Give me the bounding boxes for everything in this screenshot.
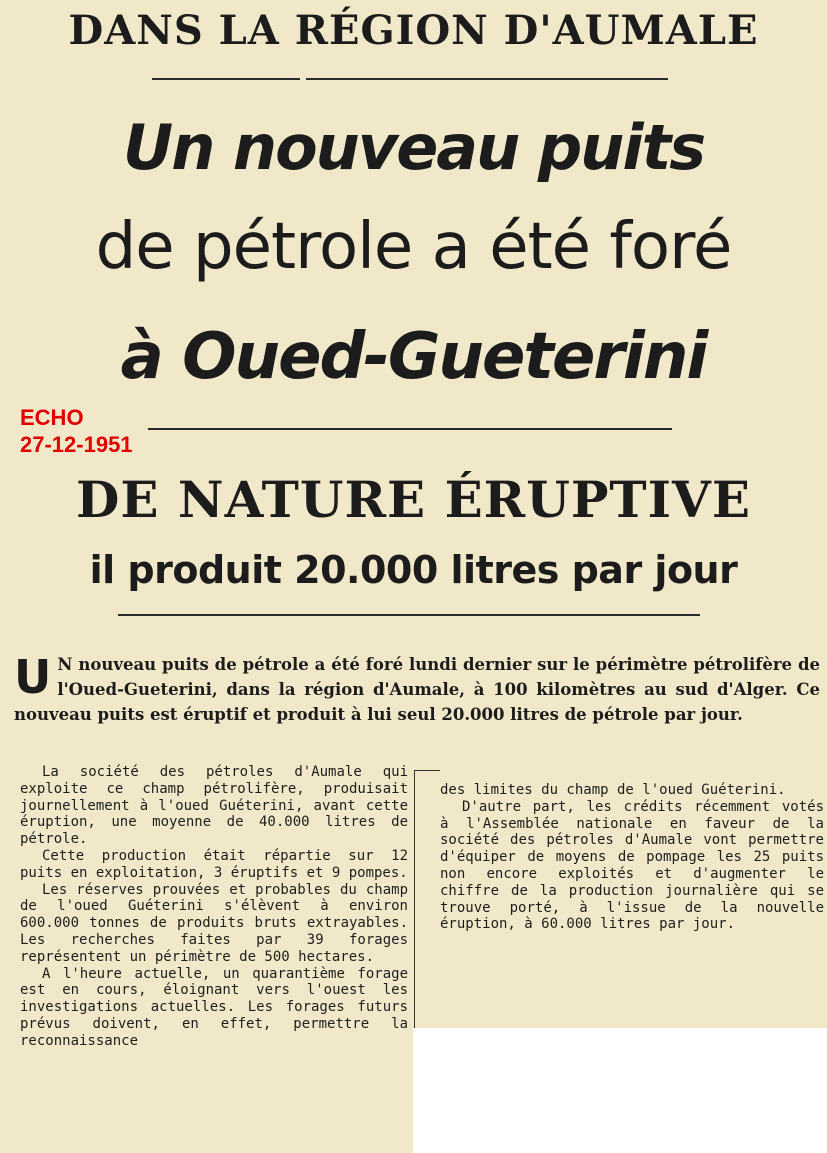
drop-cap: U (14, 650, 52, 704)
article-column-2 (440, 782, 824, 933)
column-1-paragraph-1: La société des pétroles d'Aumale qui exploite ce champ pétrolifère, produisait journellement à l'oued Guéterini, avant cette éruption, une moyenne de 40.000 litres de pétrole. (20, 764, 408, 848)
rule-middle (148, 428, 672, 430)
lead-paragraph (14, 652, 820, 727)
column-1-paragraph-4: A l'heure actuelle, un quarantième forage est en cours, éloignant vers l'ouest les investigations actuelles. Les forages futurs prévus doivent, en effet, permettre la reconnaissance (20, 965, 408, 1049)
column-2-paragraph-1: des limites du champ de l'oued Guéterini. (440, 782, 786, 798)
headline-line-2: de pétrole a été foré (95, 210, 732, 284)
subheadline-2: il produit 20.000 litres par jour (89, 548, 738, 592)
blank-area (413, 1028, 827, 1153)
subheadline-1: DE NATURE ÉRUPTIVE (76, 470, 751, 529)
headline-line-1: Un nouveau puits (122, 111, 705, 184)
source-stamp (20, 404, 133, 458)
headline-line-3: à Oued-Gueterini (120, 320, 707, 394)
stamp-date: 27-12-1951 (20, 432, 133, 457)
rule-top-right (306, 78, 668, 80)
column-2-paragraph-2: D'autre part, les crédits récemment votés à l'Assemblée nationale en faveur de la société des pétroles d'Aumale vont permettre d'équiper de moyens de pompage les 25 puits non encore exploités et d'augmenter le chiffre de la production journalière qui se trouve porté, à l'issue de la nouvelle éruption, à 60.000 litres par jour. (440, 798, 824, 933)
rule-bottom (118, 614, 700, 616)
headline-kicker: DANS LA RÉGION D'AUMALE (68, 7, 759, 54)
column-corner-rule (414, 770, 440, 771)
lead-text: N nouveau puits de pétrole a été foré lundi dernier sur le périmètre pétrolifère de l'Oued-Gueterini, dans la région d'Aumale, à 100 kilomètres au sud d'Alger. Ce nouveau puits est éruptif et produit à lui seul 20.000 litres de pétrole par jour. (14, 655, 820, 724)
stamp-source: ECHO (20, 405, 84, 430)
column-1-paragraph-2: Cette production était répartie sur 12 puits en exploitation, 3 éruptifs et 9 pompes. (20, 847, 408, 881)
rule-top-left (152, 78, 300, 80)
article-column-1 (20, 764, 408, 1050)
column-1-paragraph-3: Les réserves prouvées et probables du champ de l'oued Guéterini s'élèvent à environ 600.000 tonnes de produits bruts extrayables. Les recherches faites par 39 forages représentent un périmètre de 500 hectares. (20, 881, 408, 965)
